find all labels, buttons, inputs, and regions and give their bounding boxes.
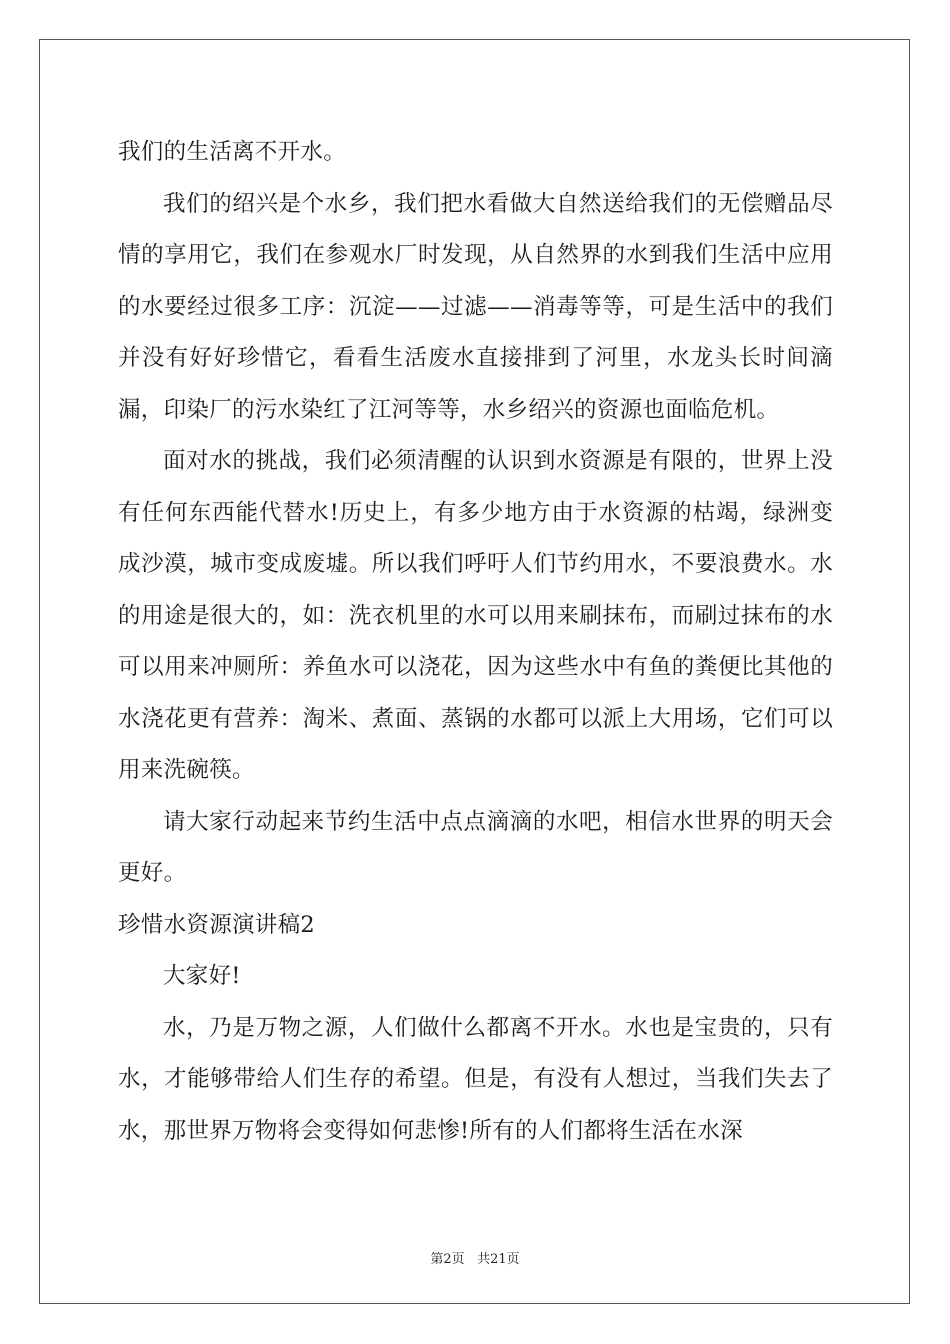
page-total: 共21页 — [477, 1252, 520, 1267]
paragraph: 请大家行动起来节约生活中点点滴滴的水吧，相信水世界的明天会更好。 — [118, 808, 833, 886]
paragraph: 水，乃是万物之源，人们做什么都离不开水。水也是宝贵的，只有水，才能够带给人们生存的希望。但是，有没有人想过，当我们失去了水，那世界万物将会变得如何悲惨!所有的人们都将生活在水深 — [118, 1014, 833, 1144]
greeting-paragraph: 大家好! — [163, 963, 241, 989]
paragraph: 我们的绍兴是个水乡，我们把水看做大自然送给我们的无偿赠品尽情的享用它，我们在参观水厂时发现，从自然界的水到我们生活中应用的水要经过很多工序：沉淀——过滤——消毒等等，可是生活中的我们并没有好好珍惜它，看看生活废水直接排到了河里，水龙头长时间滴漏，印染厂的污水染红了江河等等，水乡绍兴的资源也面临危机。 — [118, 190, 833, 423]
page-footer — [0, 1248, 950, 1267]
paragraph: 面对水的挑战，我们必须清醒的认识到水资源是有限的，世界上没有任何东西能代替水!历史上，有多少地方由于水资源的枯竭，绿洲变成沙漠，城市变成废墟。所以我们呼吁人们节约用水，不要浪费水。水的用途是很大的，如：洗衣机里的水可以用来刷抹布，而刷过抹布的水可以用来冲厕所：养鱼水可以浇花，因为这些水中有鱼的粪便比其他的水浇花更有营养：淘米、煮面、蒸锅的水都可以派上大用场，它们可以用来洗碗筷。 — [118, 448, 833, 783]
page-number: 第2页 — [430, 1252, 465, 1267]
paragraph: 我们的生活离不开水。 — [118, 139, 347, 165]
section-heading: 珍惜水资源演讲稿2 — [118, 911, 316, 938]
document-body — [118, 127, 833, 1157]
